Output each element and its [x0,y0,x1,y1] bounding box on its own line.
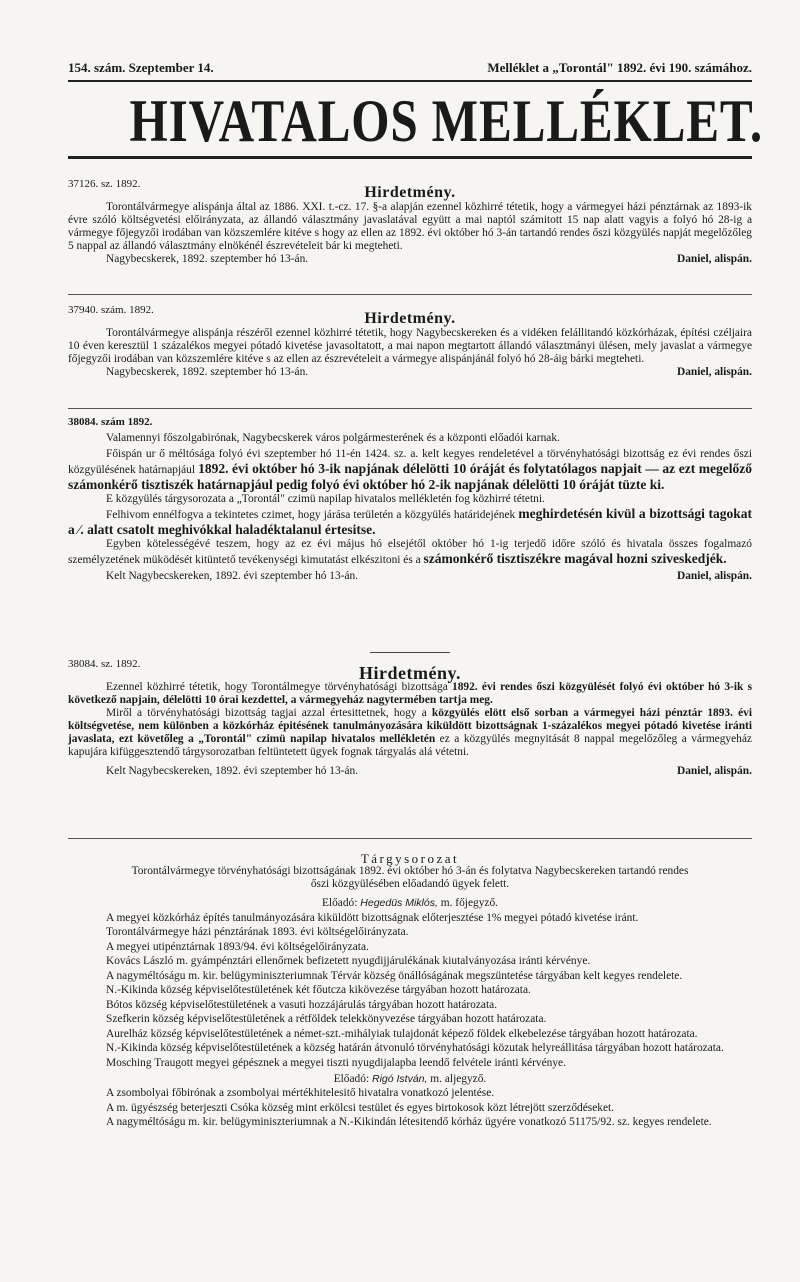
agenda-item: A megyei közkórház építés tanulmányozására kiküldött bizottságnak előterjesztése 1% megyei pótadó kivetése iránt. [106,911,639,924]
divider [370,652,450,653]
place-date: Kelt Nagybecskereken, 1892. évi szeptember hó 13-án. [106,765,359,777]
agenda [68,852,752,1129]
divider [68,80,752,82]
notice-paragraph: Torontálvármegye alispánja részéről ezennel közhirré tétetik, hogy Nagybecskereken és a vidéken felállitandó közkórházak, építési czéljaira 10 éven keresztül 1 százalékos megyei pótadó kivetése javasoltatott, a mai napon megtartott állandó választmányi ülésen, mely javaslat a vármegye főjegyzői irodában van közszemlére kitéve s az ellen az észrevételeit a vármegye alispánjánál folyó hó 28-áig bárki megteheti. [68,327,752,365]
signature: Daniel, alispán. [676,570,752,582]
divider [68,156,752,159]
agenda-item: N.-Kikinda község képviselőtestületének két főutcza kikövezése tárgyában hozott határozata. [106,984,531,996]
notice-38084-circular [68,416,752,583]
notice-paragraph: Főispán ur ő méltósága folyó évi szeptember hó 11-én 1424. sz. a. kelt kegyes rendeletével a törvényhatósági bizottság ez évi rendes őszi közgyülésének határnapjául 1892. évi október hó 3-ik napjának délelötti 10 óráját és folytatólagos napjait — az ezt megelőző számonkérő tisztiszék határnapjául pedig folyó évi október hó 2-ik napjának délelötti 10 óráját tüzte ki. [68,448,752,492]
notice-37940 [68,304,752,379]
notice-37126 [68,178,752,266]
agenda-item: A zsombolyai főbirónak a zsombolyai mértékhitelesitő hivatalra vonatkozó jelentése. [106,1087,495,1099]
notice-number: 38084. szám 1892. [68,416,153,428]
divider [68,408,752,409]
agenda-item: A nagyméltóságu m. kir. belügyminiszteriumnak Térvár község önállóságának megszüntetése tárgyában kelt kegyes rendelete. [106,969,683,982]
notice-paragraph: Miről a törvényhatósági bizottság tagjai azzal értesittetnek, hogy a közgyülés elött első sorban a vármegyei házi pénztár 1893. évi költségvetése, nem különben a közkórház épitésének tanulmányozására kiküldött bizottságnak 1-százalékos megyei pótadó kivetése iránti javaslata, ezt követőleg a „Torontál" czimü napilap hivatalos mellékletén ez a közgyülés megnyitását 8 nappal megelőzőleg a vármegyeház kapujára kifüggesztendő tárgysorozatban feltüntetett ügyek fognak tárgyalás alá vétetni. [68,707,752,758]
divider [68,294,752,295]
notice-number: 37126. sz. 1892. [68,178,141,190]
masthead-line [68,60,752,76]
agenda-group [68,1087,752,1129]
agenda-item: Mosching Traugott megyei gépésznek a megyei tiszti nyugdijalapba leendő felvétele iránti kérvénye. [106,1056,566,1069]
notice-number: 38084. sz. 1892. [68,658,141,670]
place-date: Nagybecskerek, 1892. szeptember hó 13-án. [106,366,309,378]
notice-heading: Hirdetmény. [359,663,461,683]
notice-heading: Hirdetmény. [364,310,456,327]
agenda-item: Kovács László m. gyámpénztári ellenőrnek befizetett nyugdijjárulékának kiutalványozása iránti kérvénye. [106,955,591,967]
supplement-info: Melléklet a „Torontál" 1892. évi 190. számához. [487,60,752,75]
page-title: HIVATALOS MELLÉKLET. [129,88,763,154]
notice-paragraph: Egyben kötelességévé teszem, hogy az ez évi május hó elsejétől október hó 1-ig terjedő időre szóló és hivatala összes fogalmazó személyzetének müködését kitüntető tevékenységi kimutatást elkészitoni és a számonkérő tisztiszékre magával hozni sziveskedjék. [68,538,752,566]
issue-info: 154. szám. Szeptember 14. [68,60,214,75]
signature: Daniel, alispán. [676,765,752,777]
notice-number: 37940. szám. 1892. [68,304,154,316]
presenter: Előadó: Hegedüs Miklós, m. főjegyző. [321,897,499,909]
notice-paragraph: E közgyülés tárgysorozata a „Torontál" czimü napilap hivatalos mellékletén fog közhirré tétetni. [106,493,545,505]
agenda-item: N.-Kikinda község képviselőtestületének a község határán átvonuló törvényhatósági közutak helyreállitása tárgyában hozott határozata. [106,1042,724,1054]
place-date: Kelt Nagybecskereken, 1892. évi szeptember hó 13-án. [106,570,359,582]
agenda-group [68,912,752,1070]
notice-heading: Hirdetmény. [364,184,456,201]
agenda-item: A m. ügyészség beterjeszti Csóka község mint erkölcsi testület és egyes birtokosok közt létrejött szerződéseket. [106,1101,615,1114]
divider [68,838,752,839]
agenda-item: Torontálvármegye házi pénztárának 1893. évi költségelőirányzata. [106,926,409,938]
agenda-heading: Tárgysorozat [360,851,460,866]
notice-paragraph: Felhivom ennélfogva a tekintetes czimet, hogy járása területén a közgyülés határidejének meghirdetésén kivül a bizottsági tagokat a ⁄. alatt csatolt meghivókkal haladéktalanul értesitse. [68,506,752,537]
addressee: Valamennyi főszolgabirónak, Nagybecskerek város polgármesterének és a központi előadói karnak. [106,432,560,444]
agenda-item: Bótos község képviselőtestületének a vasuti hozzájárulás tárgyában hozott határozata. [106,998,498,1011]
notice-paragraph: Ezennel közhirré tétetik, hogy Torontálmegye törvényhatósági bizottsága 1892. évi rendes őszi közgyülését folyó évi október hó 3-ik s következő napjain, délelötti 10 órai kezdettel, a vármegyeház nagytermében tartja meg. [68,681,753,706]
signature: Daniel, alispán. [676,253,752,265]
notice-38084 [68,658,752,778]
place-date: Nagybecskerek, 1892. szeptember hó 13-án. [106,253,309,265]
agenda-item: A megyei utipénztárnak 1893/94. évi költségelőirányzata. [106,940,369,953]
agenda-item: A nagyméltóságu m. kir. belügyminiszteriumnak a N.-Kikindán létesitendő kórház ügyére vonatkozó 51175/92. sz. kegyes rendelete. [106,1116,712,1128]
signature: Daniel, alispán. [676,366,752,378]
notice-paragraph: Torontálvármegye alispánja által az 1886. XXI. t.-cz. 17. §-a alapján ezennel közhirré tétetik, hogy a vármegyei házi pénztárnak az 1893-ik évre szóló költségvetési előirányzata, az állandó választmány javaslatával együtt a mai naptól számitott 15 nap alatt vagyis a folyó hó 28-ig a vármegye főjegyzői irodában van közszemlére kitéve s hogy az ellen az 1892. évi október hó 3-án tartandó rendes őszi közgyülés napját megelőzőleg 5 nappal az állandó választmány elnökénél észrevételeit bár ki megteheti. [68,201,752,252]
agenda-item: Aurelház község képviselőtestületének a német-szt.-mihályiak tulajdonát képező földek elkebelezése tárgyában hozott határozata. [106,1027,698,1040]
agenda-item: Szefkerin község képviselőtestületének a rétföldek telekkönyvezése tárgyában hozott határozata. [106,1013,547,1025]
presenter: Előadó: Rigó István, m. aljegyző. [333,1072,487,1085]
agenda-intro: Torontálvármegye törvényhatósági bizottságának 1892. évi október hó 3-án és folytatva Nagybecskereken tartandó rendes őszi közgyülésében előadandó ügyek felett. [131,865,689,890]
